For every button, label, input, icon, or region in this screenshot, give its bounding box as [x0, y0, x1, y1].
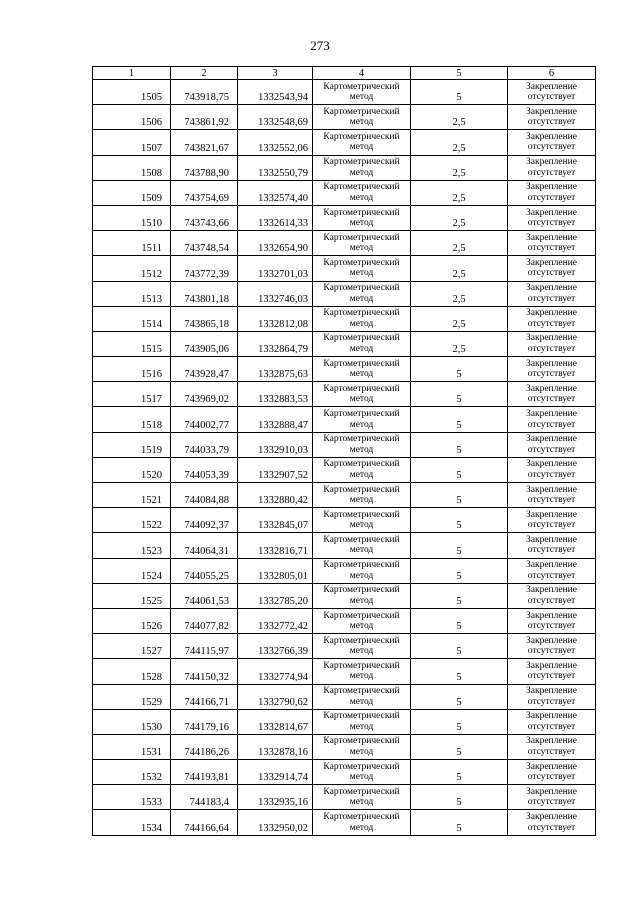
table-row [93, 155, 596, 180]
cell-coord-x: 744064,31 [171, 533, 238, 558]
cell-method: Картометрический метод [313, 634, 411, 659]
cell-coord-x: 743928,47 [171, 357, 238, 382]
table-row [93, 407, 596, 432]
cell-accuracy: 5 [411, 357, 508, 382]
cell-accuracy: 5 [411, 684, 508, 709]
cell-method: Картометрический метод [313, 684, 411, 709]
cell-accuracy: 5 [411, 483, 508, 508]
header-col-1: 1 [93, 67, 171, 80]
cell-accuracy: 5 [411, 533, 508, 558]
cell-point-number: 1513 [93, 281, 171, 306]
cell-point-number: 1514 [93, 306, 171, 331]
table-row [93, 205, 596, 230]
table-row [93, 457, 596, 482]
cell-coord-y: 1332907,52 [238, 457, 313, 482]
cell-method: Картометрический метод [313, 608, 411, 633]
cell-coord-x: 743861,92 [171, 105, 238, 130]
cell-coord-y: 1332816,71 [238, 533, 313, 558]
table-body [93, 80, 596, 836]
cell-fixing: Закрепление отсутствует [508, 306, 596, 331]
cell-coord-x: 744193,81 [171, 760, 238, 785]
cell-accuracy: 5 [411, 508, 508, 533]
cell-coord-x: 744092,37 [171, 508, 238, 533]
cell-fixing: Закрепление отсутствует [508, 130, 596, 155]
cell-coord-y: 1332785,20 [238, 583, 313, 608]
table-row [93, 608, 596, 633]
cell-coord-x: 744150,32 [171, 659, 238, 684]
table-row [93, 483, 596, 508]
page-number: 273 [310, 38, 330, 53]
cell-fixing: Закрепление отсутствует [508, 155, 596, 180]
cell-accuracy: 2,5 [411, 130, 508, 155]
cell-coord-x: 743918,75 [171, 80, 238, 105]
cell-coord-x: 744166,71 [171, 684, 238, 709]
cell-point-number: 1531 [93, 734, 171, 759]
cell-coord-x: 743748,54 [171, 231, 238, 256]
cell-coord-y: 1332552,06 [238, 130, 313, 155]
cell-method: Картометрический метод [313, 583, 411, 608]
cell-coord-y: 1332574,40 [238, 180, 313, 205]
cell-point-number: 1524 [93, 558, 171, 583]
cell-point-number: 1530 [93, 709, 171, 734]
cell-coord-x: 743743,66 [171, 205, 238, 230]
cell-method: Картометрический метод [313, 281, 411, 306]
cell-accuracy: 5 [411, 407, 508, 432]
cell-coord-x: 744033,79 [171, 432, 238, 457]
table-row [93, 810, 596, 835]
cell-method: Картометрический метод [313, 760, 411, 785]
cell-accuracy: 5 [411, 558, 508, 583]
cell-accuracy: 5 [411, 760, 508, 785]
cell-fixing: Закрепление отсутствует [508, 407, 596, 432]
cell-method: Картометрический метод [313, 508, 411, 533]
cell-method: Картометрический метод [313, 659, 411, 684]
cell-method: Картометрический метод [313, 558, 411, 583]
cell-coord-x: 744115,97 [171, 634, 238, 659]
table-row [93, 785, 596, 810]
cell-fixing: Закрепление отсутствует [508, 105, 596, 130]
header-col-5: 5 [411, 67, 508, 80]
cell-coord-x: 743754,69 [171, 180, 238, 205]
cell-point-number: 1511 [93, 231, 171, 256]
cell-accuracy: 5 [411, 80, 508, 105]
coordinates-table [92, 66, 596, 836]
cell-accuracy: 2,5 [411, 155, 508, 180]
cell-method: Картометрический метод [313, 80, 411, 105]
cell-coord-y: 1332548,69 [238, 105, 313, 130]
cell-coord-x: 744166,64 [171, 810, 238, 835]
table-row [93, 306, 596, 331]
cell-point-number: 1519 [93, 432, 171, 457]
table-row [93, 80, 596, 105]
cell-fixing: Закрепление отсутствует [508, 281, 596, 306]
cell-fixing: Закрепление отсутствует [508, 508, 596, 533]
cell-accuracy: 2,5 [411, 205, 508, 230]
cell-accuracy: 2,5 [411, 231, 508, 256]
cell-coord-x: 744179,16 [171, 709, 238, 734]
cell-accuracy: 5 [411, 608, 508, 633]
cell-accuracy: 2,5 [411, 105, 508, 130]
cell-accuracy: 2,5 [411, 256, 508, 281]
cell-coord-y: 1332878,16 [238, 734, 313, 759]
cell-coord-y: 1332875,63 [238, 357, 313, 382]
cell-coord-y: 1332614,33 [238, 205, 313, 230]
cell-coord-y: 1332772,42 [238, 608, 313, 633]
cell-fixing: Закрепление отсутствует [508, 483, 596, 508]
cell-coord-y: 1332654,90 [238, 231, 313, 256]
cell-accuracy: 5 [411, 432, 508, 457]
cell-accuracy: 5 [411, 634, 508, 659]
cell-method: Картометрический метод [313, 256, 411, 281]
cell-coord-x: 743969,02 [171, 382, 238, 407]
cell-method: Картометрический метод [313, 457, 411, 482]
table-row [93, 432, 596, 457]
table-row [93, 583, 596, 608]
cell-accuracy: 5 [411, 810, 508, 835]
cell-method: Картометрический метод [313, 483, 411, 508]
cell-coord-x: 744084,88 [171, 483, 238, 508]
cell-method: Картометрический метод [313, 533, 411, 558]
cell-fixing: Закрепление отсутствует [508, 382, 596, 407]
table-header-row [93, 67, 596, 80]
cell-coord-y: 1332790,62 [238, 684, 313, 709]
cell-point-number: 1532 [93, 760, 171, 785]
cell-coord-y: 1332701,03 [238, 256, 313, 281]
cell-point-number: 1517 [93, 382, 171, 407]
cell-coord-y: 1332950,02 [238, 810, 313, 835]
cell-point-number: 1529 [93, 684, 171, 709]
table-row [93, 533, 596, 558]
cell-coord-x: 743801,18 [171, 281, 238, 306]
cell-fixing: Закрепление отсутствует [508, 709, 596, 734]
cell-accuracy: 2,5 [411, 281, 508, 306]
cell-method: Картометрический метод [313, 432, 411, 457]
cell-coord-x: 744183,4 [171, 785, 238, 810]
cell-point-number: 1520 [93, 457, 171, 482]
cell-method: Картометрический метод [313, 810, 411, 835]
cell-coord-x: 743821,67 [171, 130, 238, 155]
cell-coord-y: 1332880,42 [238, 483, 313, 508]
cell-accuracy: 5 [411, 709, 508, 734]
cell-point-number: 1523 [93, 533, 171, 558]
cell-coord-x: 744061,53 [171, 583, 238, 608]
table-row [93, 105, 596, 130]
cell-method: Картометрический метод [313, 331, 411, 356]
header-col-4: 4 [313, 67, 411, 80]
cell-coord-x: 744186,26 [171, 734, 238, 759]
cell-accuracy: 5 [411, 785, 508, 810]
cell-method: Картометрический метод [313, 734, 411, 759]
cell-coord-x: 744053,39 [171, 457, 238, 482]
table-row [93, 231, 596, 256]
cell-method: Картометрический метод [313, 709, 411, 734]
cell-coord-y: 1332814,67 [238, 709, 313, 734]
cell-fixing: Закрепление отсутствует [508, 231, 596, 256]
cell-coord-y: 1332746,03 [238, 281, 313, 306]
table-row [93, 130, 596, 155]
cell-point-number: 1528 [93, 659, 171, 684]
cell-point-number: 1509 [93, 180, 171, 205]
cell-fixing: Закрепление отсутствует [508, 256, 596, 281]
cell-fixing: Закрепление отсутствует [508, 734, 596, 759]
cell-fixing: Закрепление отсутствует [508, 180, 596, 205]
cell-coord-x: 743788,90 [171, 155, 238, 180]
table-row [93, 357, 596, 382]
cell-point-number: 1525 [93, 583, 171, 608]
header-col-6: 6 [508, 67, 596, 80]
cell-coord-y: 1332845,07 [238, 508, 313, 533]
cell-coord-y: 1332914,74 [238, 760, 313, 785]
cell-method: Картометрический метод [313, 155, 411, 180]
cell-accuracy: 5 [411, 734, 508, 759]
table-row [93, 256, 596, 281]
cell-point-number: 1515 [93, 331, 171, 356]
cell-fixing: Закрепление отсутствует [508, 558, 596, 583]
table-row [93, 734, 596, 759]
cell-accuracy: 2,5 [411, 180, 508, 205]
cell-point-number: 1521 [93, 483, 171, 508]
cell-method: Картометрический метод [313, 407, 411, 432]
cell-point-number: 1527 [93, 634, 171, 659]
cell-fixing: Закрепление отсутствует [508, 432, 596, 457]
cell-coord-y: 1332550,79 [238, 155, 313, 180]
cell-coord-y: 1332766,39 [238, 634, 313, 659]
table-row [93, 659, 596, 684]
cell-accuracy: 5 [411, 583, 508, 608]
cell-point-number: 1506 [93, 105, 171, 130]
cell-method: Картометрический метод [313, 231, 411, 256]
cell-fixing: Закрепление отсутствует [508, 533, 596, 558]
cell-coord-y: 1332864,79 [238, 331, 313, 356]
cell-fixing: Закрепление отсутствует [508, 608, 596, 633]
cell-point-number: 1534 [93, 810, 171, 835]
cell-accuracy: 2,5 [411, 331, 508, 356]
cell-fixing: Закрепление отсутствует [508, 634, 596, 659]
cell-fixing: Закрепление отсутствует [508, 785, 596, 810]
table-row [93, 634, 596, 659]
table-row [93, 684, 596, 709]
cell-point-number: 1518 [93, 407, 171, 432]
cell-coord-y: 1332774,94 [238, 659, 313, 684]
cell-point-number: 1533 [93, 785, 171, 810]
cell-fixing: Закрепление отсутствует [508, 205, 596, 230]
table-row [93, 382, 596, 407]
cell-coord-y: 1332543,94 [238, 80, 313, 105]
cell-method: Картометрический метод [313, 306, 411, 331]
header-col-2: 2 [171, 67, 238, 80]
cell-fixing: Закрепление отсутствует [508, 331, 596, 356]
cell-fixing: Закрепление отсутствует [508, 457, 596, 482]
cell-method: Картометрический метод [313, 180, 411, 205]
cell-coord-y: 1332883,53 [238, 382, 313, 407]
table-row [93, 760, 596, 785]
cell-coord-y: 1332910,03 [238, 432, 313, 457]
cell-coord-x: 744002,77 [171, 407, 238, 432]
table-row [93, 180, 596, 205]
cell-coord-x: 743772,39 [171, 256, 238, 281]
cell-coord-y: 1332888,47 [238, 407, 313, 432]
cell-point-number: 1505 [93, 80, 171, 105]
cell-coord-x: 744055,25 [171, 558, 238, 583]
cell-coord-y: 1332805,01 [238, 558, 313, 583]
table-row [93, 281, 596, 306]
cell-method: Картометрический метод [313, 105, 411, 130]
cell-fixing: Закрепление отсутствует [508, 760, 596, 785]
cell-point-number: 1522 [93, 508, 171, 533]
cell-coord-y: 1332812,08 [238, 306, 313, 331]
cell-coord-x: 743905,06 [171, 331, 238, 356]
table-row [93, 558, 596, 583]
cell-coord-y: 1332935,16 [238, 785, 313, 810]
cell-point-number: 1510 [93, 205, 171, 230]
header-col-3: 3 [238, 67, 313, 80]
cell-accuracy: 5 [411, 382, 508, 407]
cell-accuracy: 5 [411, 659, 508, 684]
cell-fixing: Закрепление отсутствует [508, 583, 596, 608]
cell-point-number: 1512 [93, 256, 171, 281]
cell-method: Картометрический метод [313, 785, 411, 810]
cell-method: Картометрический метод [313, 130, 411, 155]
cell-method: Картометрический метод [313, 205, 411, 230]
cell-coord-x: 743865,18 [171, 306, 238, 331]
cell-point-number: 1508 [93, 155, 171, 180]
cell-fixing: Закрепление отсутствует [508, 684, 596, 709]
table-row [93, 709, 596, 734]
table-row [93, 331, 596, 356]
cell-accuracy: 2,5 [411, 306, 508, 331]
cell-point-number: 1507 [93, 130, 171, 155]
cell-fixing: Закрепление отсутствует [508, 80, 596, 105]
cell-fixing: Закрепление отсутствует [508, 659, 596, 684]
cell-coord-x: 744077,82 [171, 608, 238, 633]
cell-fixing: Закрепление отсутствует [508, 357, 596, 382]
cell-point-number: 1516 [93, 357, 171, 382]
cell-method: Картометрический метод [313, 357, 411, 382]
cell-point-number: 1526 [93, 608, 171, 633]
table-row [93, 508, 596, 533]
cell-method: Картометрический метод [313, 382, 411, 407]
cell-accuracy: 5 [411, 457, 508, 482]
cell-fixing: Закрепление отсутствует [508, 810, 596, 835]
